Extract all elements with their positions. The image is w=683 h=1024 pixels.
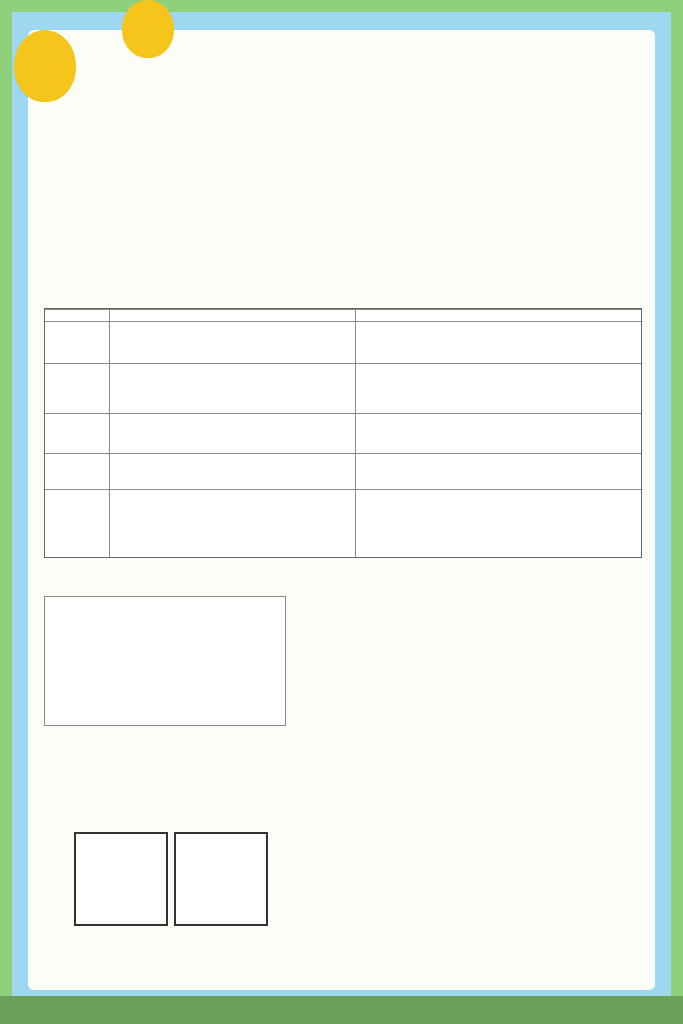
table-row bbox=[45, 363, 641, 413]
timeline-table bbox=[44, 596, 286, 726]
table-row bbox=[45, 489, 641, 557]
table-divider bbox=[109, 309, 110, 557]
table-row bbox=[45, 453, 641, 489]
balloon-icon bbox=[122, 0, 174, 58]
qr-code[interactable] bbox=[74, 832, 168, 926]
balloon-icon bbox=[14, 30, 76, 102]
table-row bbox=[45, 413, 641, 453]
watermark-bar bbox=[0, 996, 683, 1024]
table-row bbox=[45, 309, 641, 321]
table-row bbox=[45, 321, 641, 363]
admissions-table bbox=[44, 308, 642, 558]
table-divider bbox=[355, 309, 356, 557]
qr-code[interactable] bbox=[174, 832, 268, 926]
